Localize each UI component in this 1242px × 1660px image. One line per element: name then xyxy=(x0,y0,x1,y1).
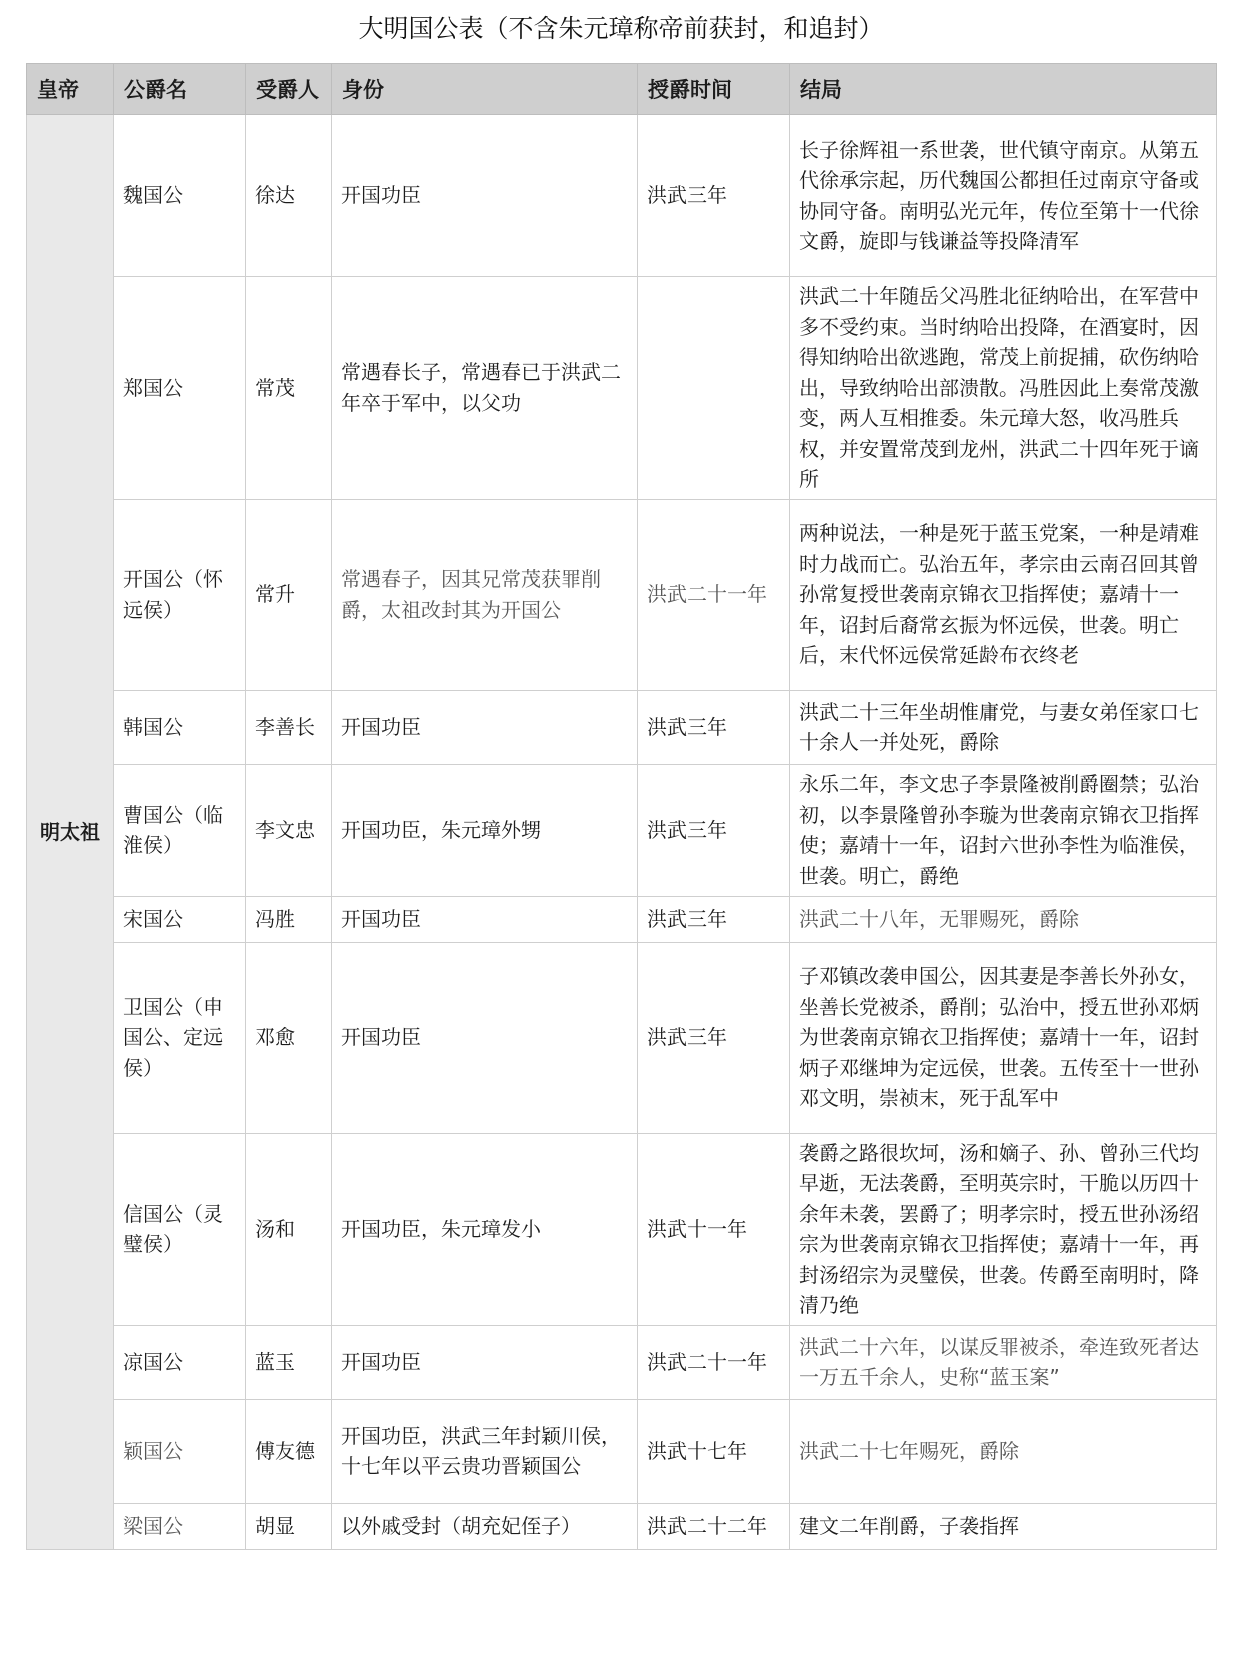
time-cell xyxy=(638,277,790,500)
recipient-cell: 徐达 xyxy=(246,115,332,277)
identity-cell: 开国功臣 xyxy=(332,690,638,764)
header-person: 受爵人 xyxy=(246,64,332,115)
header-row xyxy=(27,64,1217,115)
emperor-cell: 明太祖 xyxy=(27,115,114,1550)
table-row xyxy=(27,764,1217,896)
recipient-cell: 汤和 xyxy=(246,1133,332,1325)
table-row xyxy=(27,690,1217,764)
time-cell: 洪武二十一年 xyxy=(638,499,790,690)
header-identity: 身份 xyxy=(332,64,638,115)
duke-title-cell: 颖国公 xyxy=(114,1399,246,1503)
duke-title-cell: 宋国公 xyxy=(114,896,246,942)
time-cell: 洪武十一年 xyxy=(638,1133,790,1325)
outcome-cell: 建文二年削爵，子袭指挥 xyxy=(790,1503,1217,1549)
duke-title-cell: 郑国公 xyxy=(114,277,246,500)
duke-title-cell: 魏国公 xyxy=(114,115,246,277)
time-cell: 洪武二十一年 xyxy=(638,1325,790,1399)
recipient-cell: 冯胜 xyxy=(246,896,332,942)
table-row xyxy=(27,896,1217,942)
time-cell: 洪武十七年 xyxy=(638,1399,790,1503)
time-cell: 洪武二十二年 xyxy=(638,1503,790,1549)
recipient-cell: 胡显 xyxy=(246,1503,332,1549)
recipient-cell: 蓝玉 xyxy=(246,1325,332,1399)
header-title: 公爵名 xyxy=(114,64,246,115)
table-row xyxy=(27,499,1217,690)
recipient-cell: 常茂 xyxy=(246,277,332,500)
time-cell: 洪武三年 xyxy=(638,942,790,1133)
table-row xyxy=(27,1325,1217,1399)
header-time: 授爵时间 xyxy=(638,64,790,115)
outcome-cell: 子邓镇改袭申国公，因其妻是李善长外孙女，坐善长党被杀，爵削；弘治中，授五世孙邓炳为世袭南京锦衣卫指挥使；嘉靖十一年，诏封炳子邓继坤为定远侯，世袭。五传至十一世孙邓文明，崇祯末，死于乱军中 xyxy=(790,942,1217,1133)
outcome-cell: 洪武二十六年，以谋反罪被杀，牵连致死者达一万五千余人，史称“蓝玉案” xyxy=(790,1325,1217,1399)
table-row xyxy=(27,1133,1217,1325)
table-row xyxy=(27,942,1217,1133)
identity-cell: 开国功臣，朱元璋发小 xyxy=(332,1133,638,1325)
outcome-cell: 洪武二十七年赐死，爵除 xyxy=(790,1399,1217,1503)
time-cell: 洪武三年 xyxy=(638,690,790,764)
identity-cell: 开国功臣 xyxy=(332,896,638,942)
outcome-cell: 洪武二十年随岳父冯胜北征纳哈出，在军营中多不受约束。当时纳哈出投降，在酒宴时，因得知纳哈出欲逃跑，常茂上前捉捕，砍伤纳哈出，导致纳哈出部溃散。冯胜因此上奏常茂激变，两人互相推委。朱元璋大怒，收冯胜兵权，并安置常茂到龙州，洪武二十四年死于谪所 xyxy=(790,277,1217,500)
duke-title-cell: 曹国公（临淮侯） xyxy=(114,764,246,896)
time-cell: 洪武三年 xyxy=(638,896,790,942)
identity-cell: 开国功臣 xyxy=(332,1325,638,1399)
identity-cell: 常遇春子，因其兄常茂获罪削爵，太祖改封其为开国公 xyxy=(332,499,638,690)
identity-cell: 开国功臣 xyxy=(332,115,638,277)
identity-cell: 开国功臣，朱元璋外甥 xyxy=(332,764,638,896)
time-cell: 洪武三年 xyxy=(638,764,790,896)
outcome-cell: 两种说法，一种是死于蓝玉党案，一种是靖难时力战而亡。弘治五年，孝宗由云南召回其曾孙常复授世袭南京锦衣卫指挥使；嘉靖十一年，诏封后裔常玄振为怀远侯，世袭。明亡后，末代怀远侯常延龄布衣终老 xyxy=(790,499,1217,690)
duke-title-cell: 开国公（怀远侯） xyxy=(114,499,246,690)
dukes-table xyxy=(26,63,1217,1550)
identity-cell: 常遇春长子，常遇春已于洪武二年卒于军中，以父功 xyxy=(332,277,638,500)
header-emperor: 皇帝 xyxy=(27,64,114,115)
recipient-cell: 李文忠 xyxy=(246,764,332,896)
table-row xyxy=(27,277,1217,500)
duke-title-cell: 韩国公 xyxy=(114,690,246,764)
recipient-cell: 常升 xyxy=(246,499,332,690)
header-outcome: 结局 xyxy=(790,64,1217,115)
outcome-cell: 永乐二年，李文忠子李景隆被削爵圈禁；弘治初，以李景隆曾孙李璇为世袭南京锦衣卫指挥使；嘉靖十一年，诏封六世孙李性为临淮侯，世袭。明亡，爵绝 xyxy=(790,764,1217,896)
outcome-cell: 长子徐辉祖一系世袭，世代镇守南京。从第五代徐承宗起，历代魏国公都担任过南京守备或协同守备。南明弘光元年，传位至第十一代徐文爵，旋即与钱谦益等投降清军 xyxy=(790,115,1217,277)
page-title: 大明国公表（不含朱元璋称帝前获封，和追封） xyxy=(358,14,884,43)
table-row xyxy=(27,1399,1217,1503)
duke-title-cell: 信国公（灵璧侯） xyxy=(114,1133,246,1325)
identity-cell: 开国功臣 xyxy=(332,942,638,1133)
outcome-cell: 袭爵之路很坎坷，汤和嫡子、孙、曾孙三代均早逝，无法袭爵，至明英宗时，干脆以历四十余年未袭，罢爵了；明孝宗时，授五世孙汤绍宗为世袭南京锦衣卫指挥使；嘉靖十一年，再封汤绍宗为灵璧侯，世袭。传爵至南明时，降清乃绝 xyxy=(790,1133,1217,1325)
identity-cell: 开国功臣，洪武三年封颖川侯，十七年以平云贵功晋颖国公 xyxy=(332,1399,638,1503)
table-row xyxy=(27,1503,1217,1549)
duke-title-cell: 卫国公（申国公、定远侯） xyxy=(114,942,246,1133)
recipient-cell: 傅友德 xyxy=(246,1399,332,1503)
recipient-cell: 李善长 xyxy=(246,690,332,764)
outcome-cell: 洪武二十三年坐胡惟庸党，与妻女弟侄家口七十余人一并处死，爵除 xyxy=(790,690,1217,764)
recipient-cell: 邓愈 xyxy=(246,942,332,1133)
identity-cell: 以外戚受封（胡充妃侄子） xyxy=(332,1503,638,1549)
duke-title-cell: 梁国公 xyxy=(114,1503,246,1549)
time-cell: 洪武三年 xyxy=(638,115,790,277)
duke-title-cell: 凉国公 xyxy=(114,1325,246,1399)
outcome-cell: 洪武二十八年，无罪赐死，爵除 xyxy=(790,896,1217,942)
table-row xyxy=(27,115,1217,277)
